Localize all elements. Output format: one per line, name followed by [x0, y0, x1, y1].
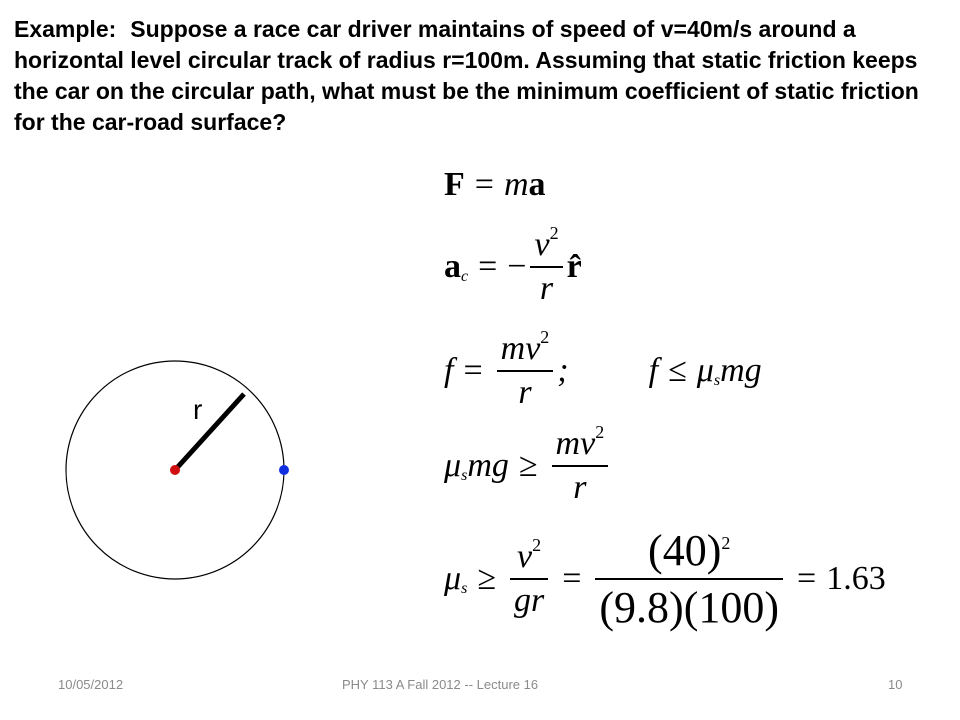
eq3-f: f — [444, 352, 454, 389]
eq4-v-exp: 2 — [595, 422, 605, 442]
equation-friction — [444, 327, 762, 412]
eq5-v-exp: 2 — [532, 535, 542, 555]
radius-label: r — [193, 394, 203, 425]
eq2-r: r — [539, 270, 554, 307]
example-label: Example: — [14, 16, 117, 42]
eq5-ge: ≥ — [477, 560, 496, 597]
eq3-sub-s: s — [713, 372, 721, 389]
eq3-le: ≤ — [668, 352, 687, 389]
eq1-accel: a — [528, 166, 546, 203]
eq5-numerator: (40) — [648, 526, 722, 575]
eq1-force: F — [444, 166, 465, 203]
eq4-r: r — [573, 469, 587, 506]
eq3-m: m — [500, 330, 526, 367]
eq2-equals: = — [478, 248, 498, 285]
equation-inequality — [444, 422, 612, 507]
eq5-num-exp: 2 — [721, 533, 731, 553]
eq3-fraction — [497, 327, 554, 412]
eq4-mg: mg — [467, 447, 509, 484]
eq3-v: v — [525, 330, 541, 367]
eq3-r: r — [518, 374, 532, 411]
eq4-fraction — [552, 422, 609, 507]
eq2-accel: a — [444, 248, 461, 285]
eq5-v: v — [517, 538, 533, 575]
footer-course: PHY 113 A Fall 2012 -- Lecture 16 — [342, 677, 539, 692]
footer-page-number: 10 — [888, 677, 903, 692]
eq2-v: v — [534, 226, 550, 263]
eq5-mu: μ — [444, 560, 462, 597]
eq3-equals: = — [463, 352, 483, 389]
eq5-fraction-1 — [510, 535, 548, 620]
eq2-minus: − — [507, 248, 527, 285]
footer-date: 10/05/2012 — [58, 677, 124, 692]
eq4-mu: μ — [444, 447, 462, 484]
eq5-result: 1.63 — [826, 560, 886, 597]
eq5-gr: gr — [513, 582, 545, 619]
center-dot — [170, 465, 180, 475]
eq3-v-exp: 2 — [540, 327, 550, 347]
eq4-sub-s: s — [461, 467, 468, 484]
eq4-v: v — [580, 425, 596, 462]
eq5-denominator: (9.8)(100) — [599, 583, 780, 632]
eq3-semicolon: ; — [557, 352, 569, 389]
eq2-fraction — [530, 223, 562, 308]
eq2-v-exp: 2 — [549, 223, 559, 243]
car-dot — [279, 465, 289, 475]
eq5-fraction-2 — [595, 525, 783, 633]
equation-centripetal-accel — [444, 223, 582, 308]
eq5-sub-s: s — [461, 580, 468, 597]
eq1-equals: = — [474, 166, 494, 203]
eq3-mu: μ — [696, 352, 714, 389]
eq4-m: m — [555, 425, 581, 462]
eq1-mass: m — [503, 166, 529, 203]
eq3-f2: f — [648, 352, 659, 389]
problem-text: Suppose a race car driver maintains of speed of v=40m/s around a horizontal level circular track of radius r=100m. Assuming that static friction keeps the car on the circular path, what must be the minimum coefficient of static friction for the car-road surface? — [14, 16, 919, 135]
radius-line — [175, 394, 244, 470]
eq2-rhat: r̂ — [566, 248, 582, 285]
eq4-ge: ≥ — [518, 447, 538, 484]
equation-newton — [444, 166, 546, 204]
eq5-equals-2: = — [797, 560, 817, 597]
equation-result — [444, 525, 886, 633]
eq5-equals: = — [562, 560, 582, 597]
eq3-mg: mg — [720, 352, 762, 389]
eq2-sub-c: c — [461, 268, 469, 285]
